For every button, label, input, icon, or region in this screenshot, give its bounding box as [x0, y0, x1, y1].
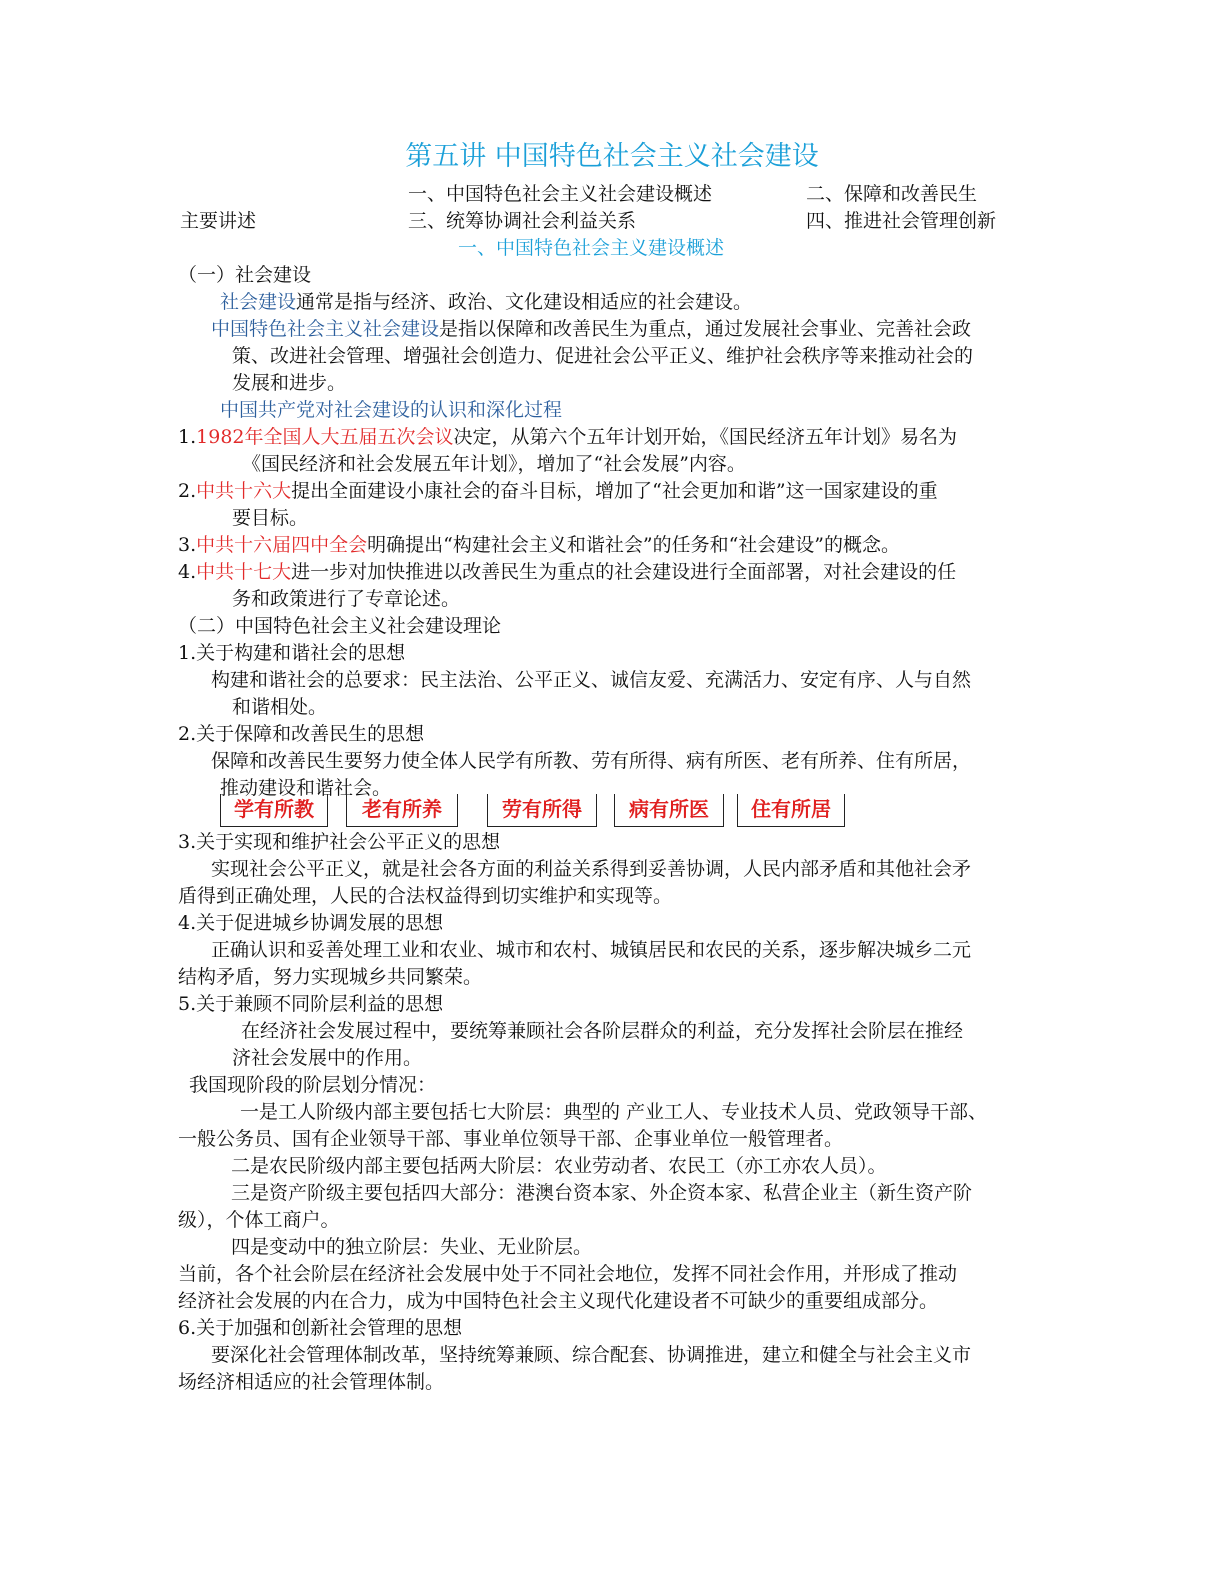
definition-1-text: 通常是指与经济、政治、文化建设相适应的社会建设。: [296, 291, 753, 313]
theory-6-text-line-2: 场经济相适应的社会管理体制。: [178, 1371, 445, 1393]
livelihood-box-education: 学有所教: [220, 794, 328, 827]
theory-1-text: 构建和谐社会的总要求：民主法治、公平正义、诚信友爱、充满活力、安定有序、人与自然: [211, 669, 972, 691]
theory-5-text-line-2: 济社会发展中的作用。: [232, 1047, 423, 1069]
theory-2-heading: 2.关于保障和改善民生的思想: [178, 723, 425, 745]
item-highlight: 中共十六届四中全会: [196, 534, 368, 556]
process-item-2-line-2: 要目标。: [232, 507, 309, 529]
process-item-4: [178, 559, 956, 585]
item-highlight: 1982年全国人大五届五次会议: [196, 426, 454, 448]
item-text: 明确提出“构建社会主义和谐社会”的任务和“社会建设”的概念。: [367, 534, 901, 556]
item-number: 1.: [178, 426, 197, 448]
process-item-3: [178, 532, 900, 558]
theory-2-text: 保障和改善民生要努力使全体人民学有所教、劳有所得、病有所医、老有所养、住有所居，: [211, 750, 972, 772]
livelihood-box-labor: 劳有所得: [487, 794, 597, 827]
item-text: 决定，从第六个五年计划开始，《国民经济五年计划》易名为: [453, 426, 958, 448]
process-item-2: [178, 478, 938, 504]
theory-5-heading: 5.关于兼顾不同阶层利益的思想: [178, 993, 444, 1015]
strata-heading: 我国现阶段的阶层划分情况：: [189, 1074, 437, 1096]
theory-1-heading: 1.关于构建和谐社会的思想: [178, 642, 406, 664]
definition-2-text: 是指以保障和改善民生为重点，通过发展社会事业、完善社会政: [439, 318, 972, 340]
definition-1-term: 社会建设: [220, 291, 297, 313]
item-text: 提出全面建设小康社会的奋斗目标，增加了“社会更加和谐”这一国家建设的重: [291, 480, 938, 502]
outline-label: 主要讲述: [180, 210, 257, 232]
summary-line-2: 经济社会发展的内在合力，成为中国特色社会主义现代化建设者不可缺少的重要组成部分。: [178, 1290, 939, 1312]
summary: 当前，各个社会阶层在经济社会发展中处于不同社会地位，发挥不同社会作用，并形成了推动: [178, 1263, 958, 1285]
process-item-1-line-2: 《国民经济和社会发展五年计划》，增加了“社会发展”内容。: [242, 453, 746, 475]
strata-1-line-2: 一般公务员、国有企业领导干部、事业单位领导干部、企事业单位一般管理者。: [178, 1128, 844, 1150]
outline-item-2: 二、保障和改善民生: [806, 183, 978, 205]
outline-item-1: 一、中国特色社会主义社会建设概述: [408, 183, 713, 205]
item-number: 2.: [178, 480, 197, 502]
part2-heading: （二）中国特色社会主义社会建设理论: [178, 615, 502, 637]
definition-2-term: 中国特色社会主义社会建设: [211, 318, 440, 340]
livelihood-box-elderly: 老有所养: [346, 794, 458, 827]
livelihood-box-housing: 住有所居: [737, 794, 845, 827]
theory-2-text-line-2: 推动建设和谐社会。: [220, 777, 392, 799]
theory-3-heading: 3.关于实现和维护社会公平正义的思想: [178, 831, 501, 853]
strata-3-line-2: 级），个体工商户。: [178, 1209, 340, 1231]
theory-3-text-line-2: 盾得到正确处理，人民的合法权益得到切实维护和实现等。: [178, 885, 673, 907]
section-heading: 一、中国特色社会主义建设概述: [458, 237, 725, 259]
strata-3: 三是资产阶级主要包括四大部分：港澳台资本家、外企资本家、私营企业主（新生资产阶: [231, 1182, 973, 1204]
item-number: 3.: [178, 534, 197, 556]
theory-4-text: 正确认识和妥善处理工业和农业、城市和农村、城镇居民和农民的关系，逐步解决城乡二元: [211, 939, 972, 961]
strata-1: 一是工人阶级内部主要包括七大阶层：典型的 产业工人、专业技术人员、党政领导干部、: [240, 1101, 988, 1123]
theory-4-text-line-2: 结构矛盾，努力实现城乡共同繁荣。: [178, 966, 483, 988]
livelihood-box-medical: 病有所医: [614, 794, 724, 827]
outline-item-3: 三、统筹协调社会利益关系: [408, 210, 637, 232]
process-item-1: [178, 424, 957, 450]
theory-6-text: 要深化社会管理体制改革，坚持统筹兼顾、综合配套、协调推进，建立和健全与社会主义市: [211, 1344, 972, 1366]
strata-4: 四是变动中的独立阶层：失业、无业阶层。: [231, 1236, 593, 1258]
definition-2-line-3: 发展和进步。: [232, 372, 347, 394]
theory-5-text: 在经济社会发展过程中，要统筹兼顾社会各阶层群众的利益，充分发挥社会阶层在推经: [241, 1020, 964, 1042]
theory-6-heading: 6.关于加强和创新社会管理的思想: [178, 1317, 463, 1339]
item-text: 进一步对加快推进以改善民生为重点的社会建设进行全面部署，对社会建设的任: [291, 561, 957, 583]
process-heading: 中国共产党对社会建设的认识和深化过程: [220, 399, 563, 421]
definition-2-line-2: 策、改进社会管理、增强社会创造力、促进社会公平正义、维护社会秩序等来推动社会的: [232, 345, 974, 367]
item-number: 4.: [178, 561, 197, 583]
item-highlight: 中共十六大: [196, 480, 292, 502]
page-title: 第五讲 中国特色社会主义社会建设: [405, 141, 819, 172]
definition-2: [211, 316, 971, 342]
theory-4-heading: 4.关于促进城乡协调发展的思想: [178, 912, 444, 934]
theory-3-text: 实现社会公平正义，就是社会各方面的利益关系得到妥善协调，人民内部矛盾和其他社会矛: [211, 858, 972, 880]
outline-item-4: 四、推进社会管理创新: [806, 210, 997, 232]
definition-1: [220, 289, 752, 315]
item-highlight: 中共十七大: [196, 561, 292, 583]
part1-heading: （一）社会建设: [178, 264, 312, 286]
process-item-4-line-2: 务和政策进行了专章论述。: [232, 588, 461, 610]
theory-1-text-line-2: 和谐相处。: [232, 696, 328, 718]
strata-2: 二是农民阶级内部主要包括两大阶层：农业劳动者、农民工（亦工亦农人员）。: [231, 1155, 887, 1177]
